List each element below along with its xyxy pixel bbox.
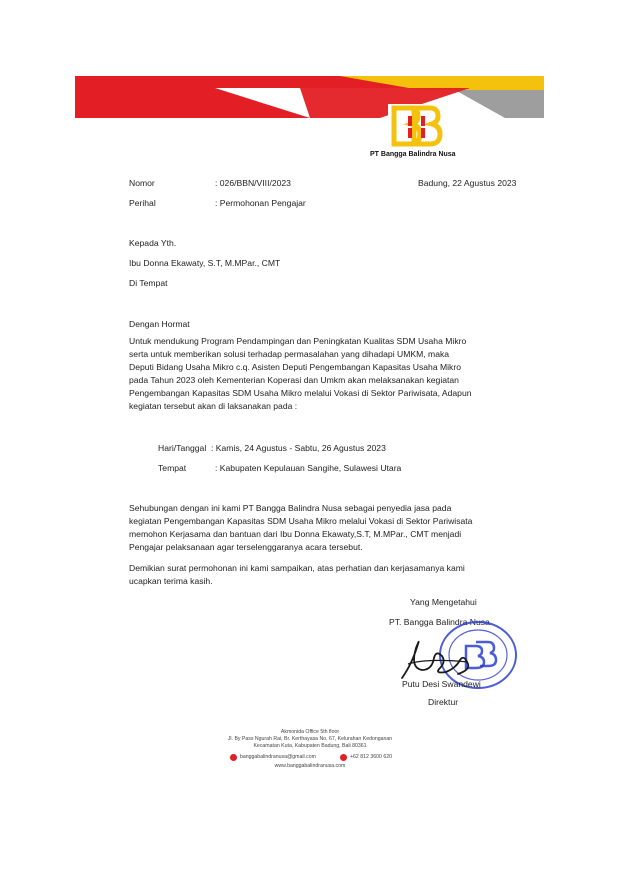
- nomor-label: Nomor: [129, 178, 155, 188]
- paragraph-3: [129, 562, 514, 588]
- schedule-date-value: : Kamis, 24 Agustus - Sabtu, 26 Agustus 2023: [211, 443, 386, 453]
- paragraph-line: serta untuk memberikan solusi terhadap permasalahan yang dihadapi UMKM, maka: [129, 349, 450, 359]
- paragraph-line: kegiatan Pengembangan Kapasitas SDM Usaha Mikro melalui Vokasi di Sektor Pariwisata: [129, 516, 473, 526]
- paragraph-line: Untuk mendukung Program Pendampingan dan Peningkatan Kualitas SDM Usaha Mikro: [129, 336, 467, 346]
- paragraph-line: Pengembangan Kapasitas SDM Usaha Mikro melalui Vokasi di Sektor Pariwisata, Adapun: [129, 388, 472, 398]
- footer-contact-row: [230, 754, 430, 763]
- recipient-greeting: Kepada Yth.: [129, 238, 177, 248]
- company-name: PT Bangga Balindra Nusa: [370, 151, 456, 158]
- recipient-location: Di Tempat: [129, 278, 168, 288]
- letter-date: Badung, 22 Agustus 2023: [418, 178, 517, 188]
- banner-red-wedge: [300, 88, 470, 118]
- company-logo-icon: [388, 104, 444, 150]
- paragraph-line: Pengajar pelaksanaan agar terselenggaranya acara tersebut.: [129, 542, 363, 552]
- perihal-label: Perihal: [129, 198, 156, 208]
- header-banner: [0, 0, 620, 125]
- schedule-place-value: : Kabupaten Kepulauan Sangihe, Sulawesi Utara: [215, 463, 402, 473]
- handwritten-signature-icon: [398, 634, 478, 684]
- footer-email[interactable]: banggabalindranusa@gmail.com: [240, 754, 316, 760]
- paragraph-line: memohon Kerjasama dan bantuan dari Ibu Donna Ekawaty,S.T, M.MPar., CMT menjadi: [129, 529, 462, 539]
- footer-address-1: Akmonida Office 5th floor: [280, 729, 340, 735]
- schedule-date-label: Hari/Tanggal: [158, 443, 207, 453]
- paragraph-line: ucapkan terima kasih.: [129, 576, 213, 586]
- footer-address-2: Jl. By Pass Ngurah Rai, Br. Kerthayasa No. 67, Kelurahan Kedonganan: [227, 736, 393, 742]
- signature-title: Direktur: [428, 697, 459, 707]
- paragraph-line: pada Tahun 2023 oleh Kementerian Koperasi dan Umkm akan melaksanakan kegiatan: [129, 375, 459, 385]
- footer-phone: +62 812 3600 620: [350, 754, 392, 760]
- paragraph-line: Demikian surat permohonan ini kami sampaikan, atas perhatian dan kerjasamanya kami: [129, 563, 465, 573]
- paragraph-line: Deputi Bidang Usaha Mikro c.q. Asisten Deputi Pengembangan Kapasitas Usaha Mikro: [129, 362, 461, 372]
- email-icon: [230, 754, 237, 761]
- schedule-place-label: Tempat: [158, 463, 187, 473]
- recipient-name: Ibu Donna Ekawaty, S.T, M.MPar., CMT: [129, 258, 281, 268]
- footer-address-3: Kecamatan Kuta, Kabupaten Badung, Bali 80361: [253, 743, 367, 749]
- nomor-value: : 026/BBN/VIII/2023: [215, 178, 291, 188]
- paragraph-1: [129, 335, 514, 413]
- signature-name: Putu Desi Swandewi: [402, 679, 481, 689]
- phone-icon: [340, 754, 347, 761]
- perihal-value: : Permohonan Pengajar: [215, 198, 306, 208]
- signature-acknowledged: Yang Mengetahui: [410, 597, 477, 607]
- banner-gray-band: [455, 90, 544, 118]
- paragraph-line: Sehubungan dengan ini kami PT Bangga Balindra Nusa sebagai penyedia jasa pada: [129, 503, 452, 513]
- salutation: Dengan Hormat: [129, 319, 190, 329]
- signature-company: PT. Bangga Balindra Nusa: [389, 617, 490, 627]
- paragraph-2: [129, 502, 514, 554]
- paragraph-line: kegiatan tersebut akan di laksanakan pada :: [129, 401, 298, 411]
- footer-website[interactable]: www.banggabalindranusa.com: [274, 763, 346, 769]
